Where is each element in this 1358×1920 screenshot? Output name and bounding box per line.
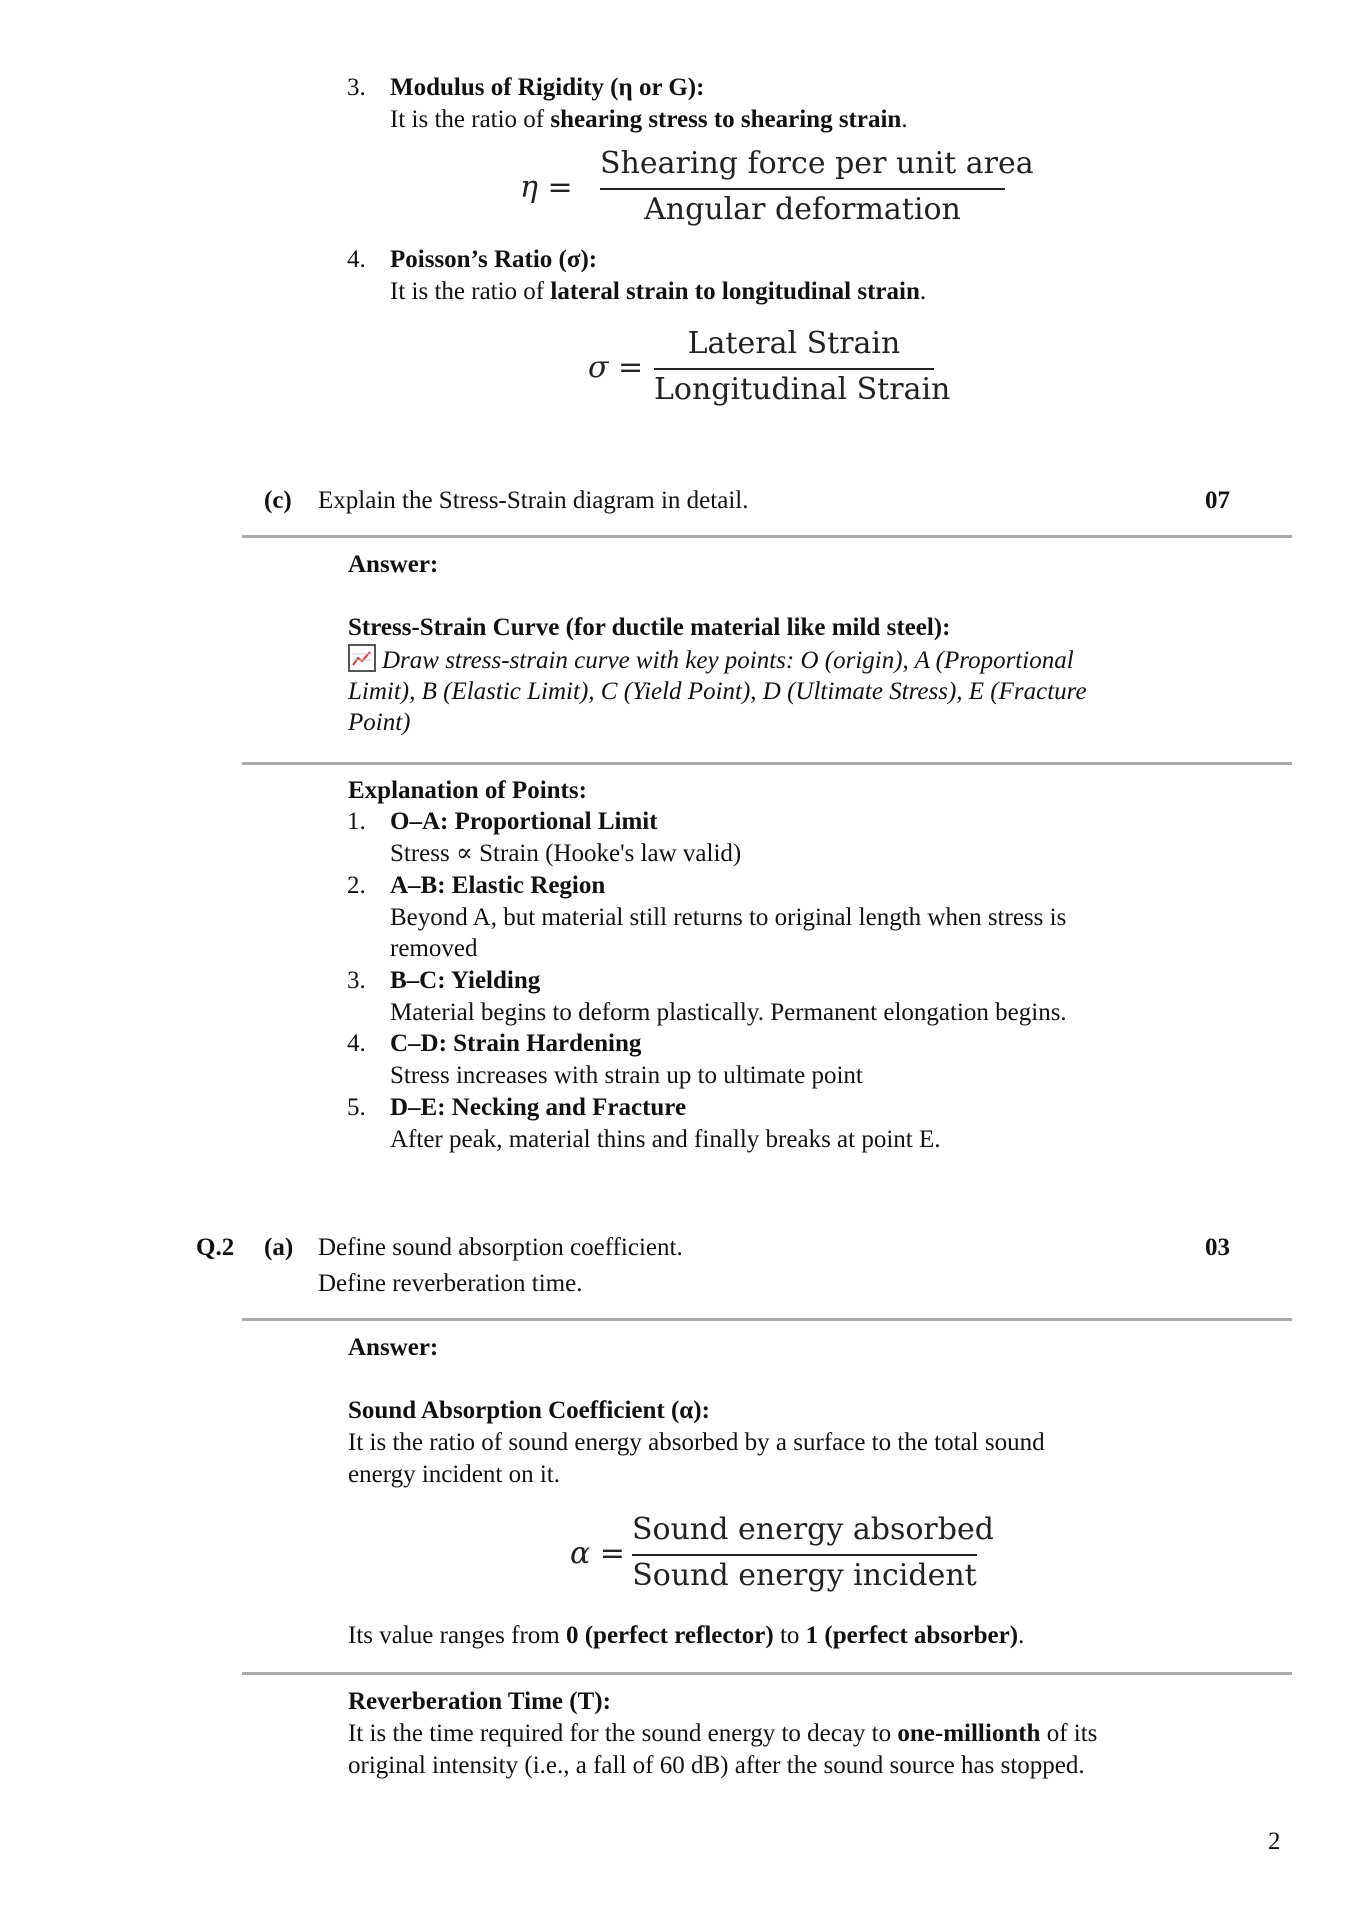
point-line: After peak, material thins and finally breaks at point E. bbox=[390, 1126, 941, 1153]
formula-denominator: Longitudinal Strain bbox=[654, 372, 951, 407]
divider bbox=[242, 535, 1292, 538]
question-marks: 07 bbox=[1205, 487, 1230, 514]
fraction-bar bbox=[632, 1554, 977, 1556]
absorption-formula bbox=[570, 1508, 994, 1598]
formula-denominator: Angular deformation bbox=[644, 192, 961, 227]
divider bbox=[242, 1672, 1292, 1675]
rt-definition-line2: original intensity (i.e., a fall of 60 dB) after the sound source has stopped. bbox=[348, 1752, 1085, 1779]
formula-lhs: α = bbox=[570, 1536, 625, 1571]
curve-instruction-line2: Limit), B (Elastic Limit), C (Yield Point), D (Ultimate Stress), E (Fracture bbox=[348, 678, 1087, 705]
question-text-line2: Define reverberation time. bbox=[318, 1270, 583, 1297]
item4-number: 4. bbox=[347, 246, 366, 273]
point-title: D–E: Necking and Fracture bbox=[390, 1094, 687, 1121]
sac-definition-line1: It is the ratio of sound energy absorbed by a surface to the total sound bbox=[348, 1429, 1045, 1456]
point-line: Stress ∝ Strain (Hooke's law valid) bbox=[390, 840, 742, 867]
item4-title: Poisson’s Ratio (σ): bbox=[390, 246, 598, 273]
formula-denominator: Sound energy incident bbox=[632, 1558, 977, 1593]
point-number: 4. bbox=[347, 1030, 366, 1057]
point-title: O–A: Proportional Limit bbox=[390, 808, 658, 835]
formula-numerator: Sound energy absorbed bbox=[632, 1512, 994, 1547]
item3-title: Modulus of Rigidity (η or G): bbox=[390, 74, 705, 101]
item3-description: It is the ratio of shearing stress to shearing strain. bbox=[390, 106, 908, 133]
points-heading: Explanation of Points: bbox=[348, 777, 587, 804]
range-statement: Its value ranges from 0 (perfect reflector) to 1 (perfect absorber). bbox=[348, 1622, 1025, 1649]
item3-number: 3. bbox=[347, 74, 366, 101]
page-number: 2 bbox=[1268, 1828, 1281, 1855]
curve-instruction-line1: Draw stress-strain curve with key points: O (origin), A (Proportional bbox=[348, 644, 1074, 677]
point-title: A–B: Elastic Region bbox=[390, 872, 606, 899]
question-number: Q.2 bbox=[196, 1234, 235, 1261]
question-marks: 03 bbox=[1205, 1234, 1230, 1261]
sac-definition-line2: energy incident on it. bbox=[348, 1461, 560, 1488]
divider bbox=[242, 1318, 1292, 1321]
point-number: 2. bbox=[347, 872, 366, 899]
formula-lhs: η = bbox=[520, 170, 573, 205]
question-text: Explain the Stress-Strain diagram in detail. bbox=[318, 487, 749, 514]
point-line: removed bbox=[390, 935, 478, 962]
chart-increasing-icon bbox=[348, 644, 376, 672]
poisson-formula bbox=[588, 322, 951, 412]
answer-label: Answer: bbox=[348, 551, 439, 578]
question-label: (c) bbox=[264, 487, 292, 514]
item4-description: It is the ratio of lateral strain to longitudinal strain. bbox=[390, 278, 927, 305]
fraction-bar bbox=[654, 368, 934, 370]
rigidity-formula bbox=[520, 142, 1034, 232]
divider bbox=[242, 762, 1292, 765]
curve-instruction-line3: Point) bbox=[348, 709, 411, 736]
question-label: (a) bbox=[264, 1234, 294, 1261]
point-number: 3. bbox=[347, 967, 366, 994]
curve-heading: Stress-Strain Curve (for ductile material like mild steel): bbox=[348, 614, 951, 641]
formula-numerator: Shearing force per unit area bbox=[600, 146, 1034, 181]
question-text-line1: Define sound absorption coefficient. bbox=[318, 1234, 683, 1261]
answer-label: Answer: bbox=[348, 1334, 439, 1361]
rt-heading: Reverberation Time (T): bbox=[348, 1688, 611, 1715]
fraction-bar bbox=[600, 188, 1005, 190]
point-title: C–D: Strain Hardening bbox=[390, 1030, 642, 1057]
point-number: 1. bbox=[347, 808, 366, 835]
point-line: Material begins to deform plastically. Permanent elongation begins. bbox=[390, 999, 1067, 1026]
point-title: B–C: Yielding bbox=[390, 967, 541, 994]
point-number: 5. bbox=[347, 1094, 366, 1121]
rt-definition-line1: It is the time required for the sound energy to decay to one-millionth of its bbox=[348, 1720, 1098, 1747]
formula-numerator: Lateral Strain bbox=[687, 326, 901, 361]
point-line: Beyond A, but material still returns to original length when stress is bbox=[390, 904, 1067, 931]
sac-heading: Sound Absorption Coefficient (α): bbox=[348, 1397, 710, 1424]
point-line: Stress increases with strain up to ultimate point bbox=[390, 1062, 863, 1089]
formula-lhs: σ = bbox=[588, 350, 644, 385]
